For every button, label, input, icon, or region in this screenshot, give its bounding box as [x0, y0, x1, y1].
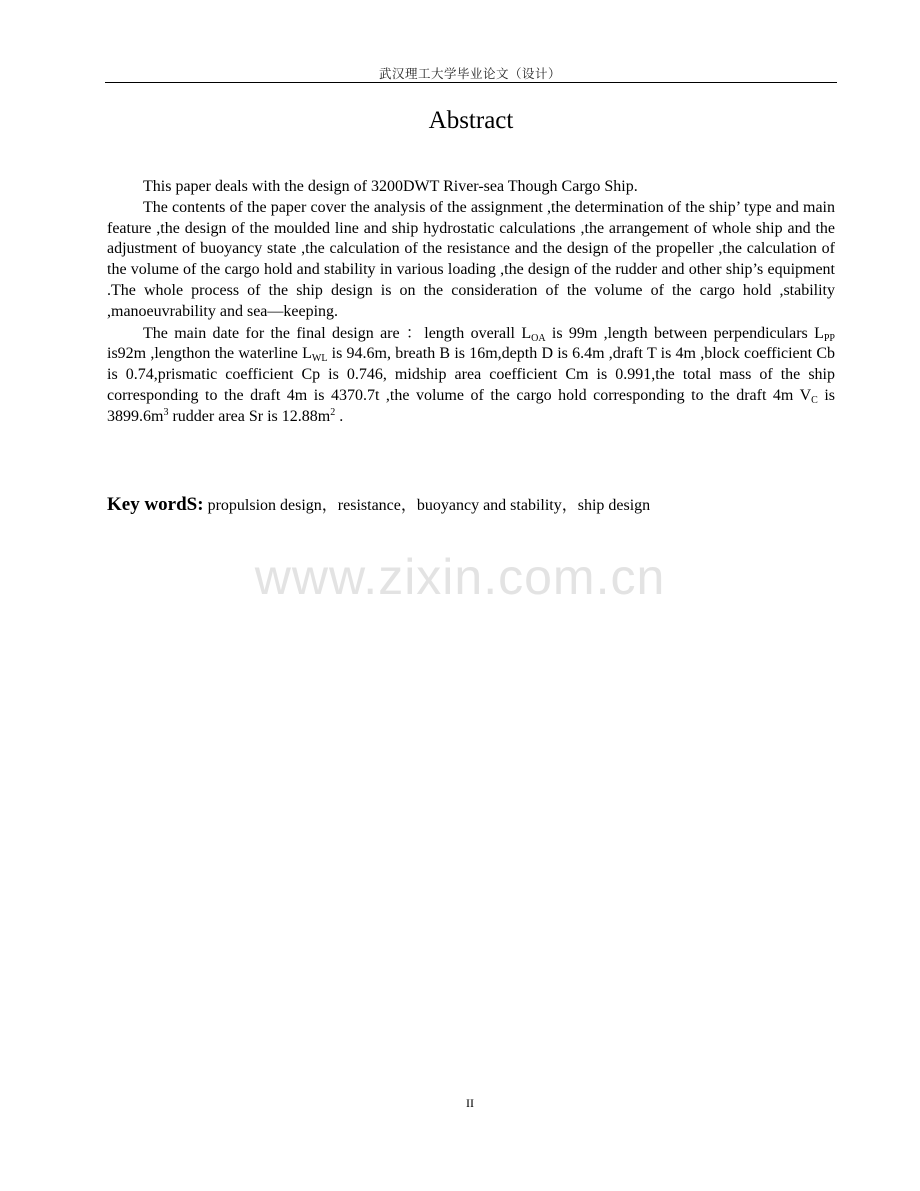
p3-segment-1: The main date for the final design are ：length overall L [143, 324, 532, 342]
p3-segment-2: is 99m ,length between perpendiculars L [545, 324, 824, 342]
p3-segment-4: is 94.6m, breath B is 16m,depth D is 6.4m ,draft T is 4m ,block coefficient Cb is 0.74,prismatic coefficient Cp is 0.746, midship area coefficient Cm is 0.991,the total mass of the ship corresponding to the draft 4m is 4370.7t ,the volume of the cargo hold corresponding to the draft 4m V [107, 345, 836, 404]
keywords-line [107, 492, 837, 516]
header-divider [105, 82, 837, 83]
p3-subscript-oa: OA [531, 332, 546, 344]
abstract-paragraph-3 [107, 324, 835, 428]
p3-segment-6: rudder area Sr is 12.88m [168, 407, 331, 425]
keywords-label: Key wordS: [107, 494, 204, 515]
p3-superscript-2: 2 [330, 406, 336, 418]
p3-segment-3: is92m ,lengthon the waterline L [107, 345, 312, 363]
abstract-paragraph-2: The contents of the paper cover the analysis of the assignment ,the determination of the ship’ type and main feature ,the design of the moulded line and ship hydrostatic calculations ,the arrangement of whole ship and the adjustment of buoyancy state ,the calculation of the resistance and the design of the propeller ,the calculation of the volume of the cargo hold and stability in various loading ,the design of the rudder and other ship’s equipment .The whole process of the ship design is on the consideration of the volume of the cargo hold ,stability ,manoeuvrability and sea—keeping. [107, 198, 835, 320]
p3-segment-5: is 3899.6m [107, 386, 836, 425]
p3-subscript-c: C [811, 394, 818, 406]
p3-segment-7: . [335, 407, 344, 425]
p3-subscript-pp: PP [823, 332, 835, 344]
p3-subscript-wl: WL [311, 353, 328, 365]
keywords-text: propulsion design，resistance，buoyancy and stability，ship design [203, 497, 651, 514]
page-number: II [466, 1096, 474, 1110]
watermark: www.zixin.com.cn [254, 549, 666, 605]
abstract-paragraph-1: This paper deals with the design of 3200DWT River-sea Though Cargo Ship. [143, 178, 638, 195]
abstract-body [107, 177, 835, 428]
p3-superscript-3: 3 [163, 406, 169, 418]
page-title: Abstract [428, 107, 514, 134]
page-header: 武汉理工大学毕业论文（设计） [378, 66, 561, 81]
